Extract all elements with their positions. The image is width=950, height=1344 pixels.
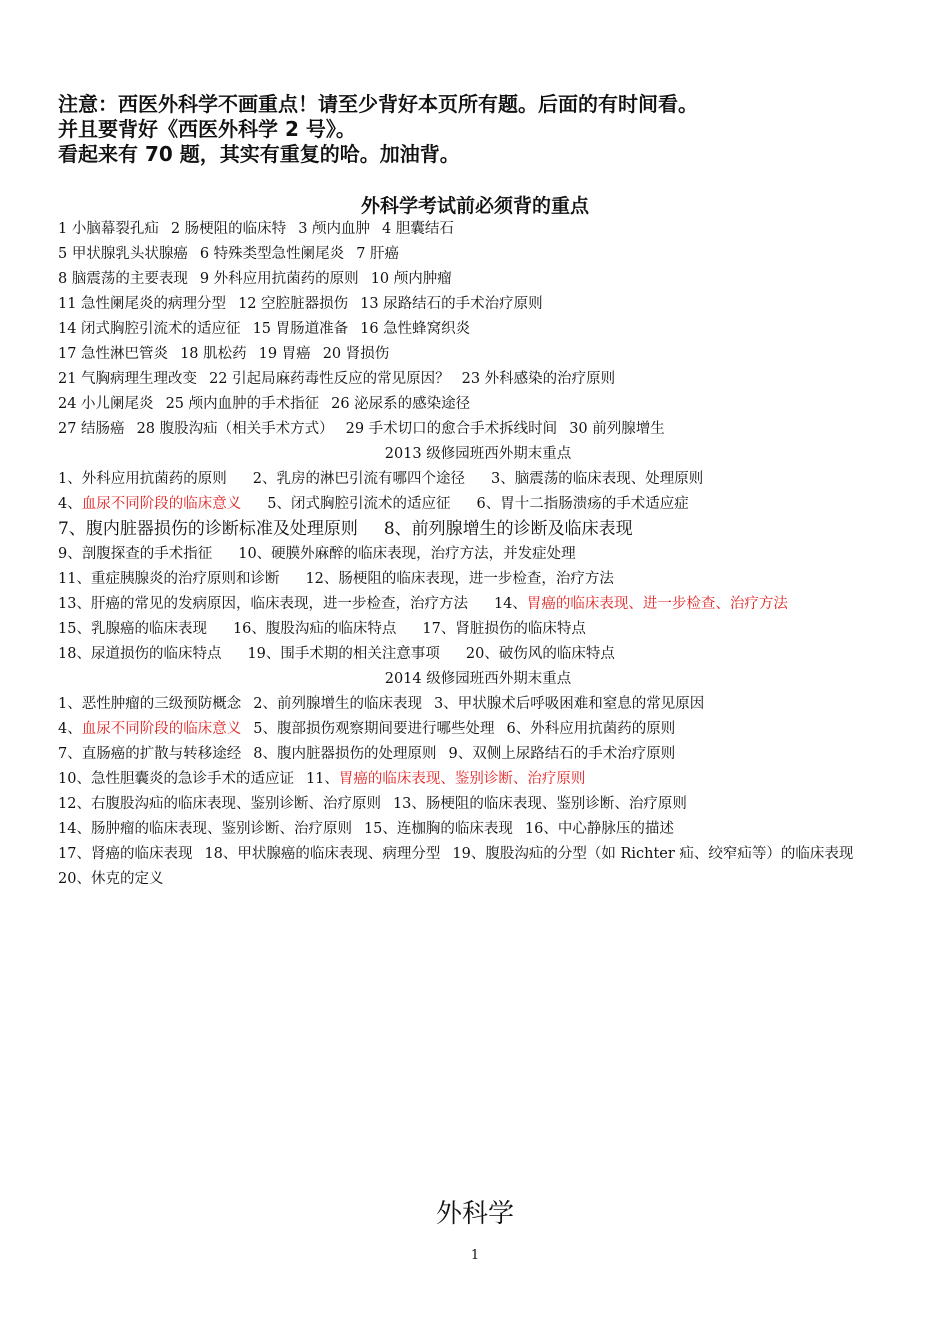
topic-item: 6、外科应用抗菌药的原则 <box>506 721 676 737</box>
topic-item: 11、 <box>305 771 339 787</box>
topic-item: 8、前列腺增生的诊断及临床表现 <box>383 519 633 539</box>
list-line <box>58 367 898 392</box>
topic-item: 30 前列腺增生 <box>569 421 665 437</box>
topic-item: 24 小儿阑尾炎 <box>58 396 154 412</box>
list-line <box>58 792 898 817</box>
notice-line-1: 注意：西医外科学不画重点！请至少背好本页所有题。后面的有时间看。 <box>58 92 698 116</box>
topic-item: 4、 <box>58 496 82 512</box>
notice-line-3: 看起来有 70 题，其实有重复的哈。加油背。 <box>58 142 460 166</box>
highlighted-topic: 血尿不同阶段的临床意义 <box>81 721 242 737</box>
topic-item: 1、外科应用抗菌药的原则 <box>58 471 227 487</box>
topic-item: 11、重症胰腺炎的治疗原则和诊断 <box>58 571 280 587</box>
list-line <box>58 342 898 367</box>
list-line <box>58 392 898 417</box>
list-line <box>58 617 898 642</box>
list-line <box>58 467 898 492</box>
list-line <box>58 842 898 892</box>
topic-item: 15 胃肠道准备 <box>252 321 349 337</box>
notice-block <box>58 92 918 167</box>
topic-item: 10、急性胆囊炎的急诊手术的适应证 <box>58 771 294 787</box>
topic-item: 7、直肠癌的扩散与转移途经 <box>58 746 242 762</box>
topic-item: 2 肠梗阻的临床特 <box>170 221 287 237</box>
topic-item: 7 肝癌 <box>356 246 400 262</box>
topic-item: 17、肾脏损伤的临床特点 <box>422 621 586 637</box>
topic-item: 2、前列腺增生的临床表现 <box>253 696 422 712</box>
topic-item: 18 肌松药 <box>180 346 247 362</box>
topic-item: 13、肠梗阻的临床表现、鉴别诊断、治疗原则 <box>392 796 687 812</box>
topic-item: 18、尿道损伤的临床特点 <box>58 646 222 662</box>
list-line <box>58 817 898 842</box>
topic-item: 25 颅内血肿的手术指征 <box>165 396 320 412</box>
section-heading: 2014 级修园班西外期末重点 <box>384 671 572 687</box>
topic-item: 9 外科应用抗菌药的原则 <box>199 271 359 287</box>
topic-item: 16、中心静脉压的描述 <box>524 821 674 837</box>
topic-item: 4 胆囊结石 <box>382 221 454 237</box>
page-number: 1 <box>470 1248 480 1263</box>
topic-item: 16 急性蜂窝织炎 <box>360 321 471 337</box>
list-line <box>58 767 898 792</box>
list-line <box>58 417 898 442</box>
list-line <box>58 542 898 567</box>
topic-item: 23 外科感染的治疗原则 <box>461 371 616 387</box>
topic-item: 3、甲状腺术后呼吸困难和窒息的常见原因 <box>433 696 705 712</box>
topic-item: 10、硬膜外麻醉的临床表现，治疗方法，并发症处理 <box>238 546 576 562</box>
topic-list <box>58 217 898 892</box>
highlighted-topic: 胃癌的临床表现、进一步检查、治疗方法 <box>526 596 788 612</box>
topic-item: 17、肾癌的临床表现 <box>58 846 193 862</box>
topic-item: 4、 <box>58 721 82 737</box>
list-line <box>58 692 898 717</box>
topic-item: 27 结肠癌 <box>58 421 125 437</box>
topic-item: 12、肠梗阻的临床表现，进一步检查，治疗方法 <box>305 571 614 587</box>
topic-item: 18、甲状腺癌的临床表现、病理分型 <box>204 846 441 862</box>
topic-item: 15、连枷胸的临床表现 <box>363 821 513 837</box>
list-line <box>58 742 898 767</box>
list-line <box>58 517 898 542</box>
topic-item: 10 颅内肿瘤 <box>370 271 452 287</box>
list-line <box>58 292 898 317</box>
topic-item: 12、右腹股沟疝的临床表现、鉴别诊断、治疗原则 <box>58 796 381 812</box>
topic-item: 20 肾损伤 <box>322 346 390 362</box>
topic-item: 26 泌尿系的感染途径 <box>331 396 471 412</box>
topic-item: 3 颅内血肿 <box>298 221 371 237</box>
topic-item: 14 闭式胸腔引流术的适应征 <box>58 321 241 337</box>
notice-line-2: 并且要背好《西医外科学 2 号》。 <box>58 117 356 141</box>
list-line <box>58 642 898 667</box>
topic-item: 20、休克的定义 <box>58 871 164 887</box>
topic-item: 6、胃十二指肠溃疡的手术适应症 <box>476 496 689 512</box>
topic-item: 13、肝癌的常见的发病原因，临床表现，进一步检查，治疗方法 <box>58 596 468 612</box>
topic-item: 12 空腔脏器损伤 <box>238 296 349 312</box>
topic-item: 2、乳房的淋巴引流有哪四个途径 <box>252 471 465 487</box>
topic-item: 11 急性阑尾炎的病理分型 <box>58 296 227 312</box>
list-line <box>58 492 898 517</box>
topic-item: 19 胃癌 <box>258 346 311 362</box>
topic-item: 13 尿路结石的手术治疗原则 <box>360 296 543 312</box>
highlighted-topic: 血尿不同阶段的临床意义 <box>81 496 242 512</box>
topic-item: 8、腹内脏器损伤的处理原则 <box>253 746 437 762</box>
topic-item: 6 特殊类型急性阑尾炎 <box>199 246 345 262</box>
highlighted-topic: 胃癌的临床表现、鉴别诊断、治疗原则 <box>338 771 586 787</box>
list-line <box>58 317 898 342</box>
list-line <box>58 217 898 242</box>
page-title: 外科学考试前必须背的重点 <box>360 195 589 217</box>
topic-item: 19、围手术期的相关注意事项 <box>247 646 440 662</box>
topic-item: 19、腹股沟疝的分型（如 Richter 疝、绞窄疝等）的临床表现 <box>452 846 854 862</box>
topic-item: 29 手术切口的愈合手术拆线时间 <box>345 421 558 437</box>
topic-item: 14、肠肿瘤的临床表现、鉴别诊断、治疗原则 <box>58 821 352 837</box>
topic-item: 17 急性淋巴管炎 <box>58 346 169 362</box>
topic-item: 7、腹内脏器损伤的诊断标准及处理原则 <box>58 519 358 539</box>
topic-item: 1、恶性肿瘤的三级预防概念 <box>58 696 242 712</box>
topic-item: 5、腹部损伤观察期间要进行哪些处理 <box>253 721 495 737</box>
section-heading: 2013 级修园班西外期末重点 <box>384 446 572 462</box>
topic-item: 5 甲状腺乳头状腺癌 <box>58 246 188 262</box>
topic-item: 28 腹股沟疝（相关手术方式） <box>136 421 334 437</box>
topic-item: 3、脑震荡的临床表现、处理原则 <box>490 471 704 487</box>
topic-item: 15、乳腺癌的临床表现 <box>58 621 207 637</box>
list-line <box>58 592 898 617</box>
topic-item: 16、腹股沟疝的临床特点 <box>232 621 397 637</box>
topic-item: 1 小脑幕裂孔疝 <box>58 221 159 237</box>
topic-item: 5、闭式胸腔引流术的适应征 <box>267 496 451 512</box>
list-line <box>58 717 898 742</box>
topic-item: 9、剖腹探查的手术指征 <box>58 546 213 562</box>
topic-item: 22 引起局麻药毒性反应的常见原因？ <box>209 371 450 387</box>
topic-item: 8 脑震荡的主要表现 <box>58 271 188 287</box>
list-line <box>58 267 898 292</box>
topic-item: 9、双侧上尿路结石的手术治疗原则 <box>448 746 676 762</box>
list-line <box>58 242 898 267</box>
list-line <box>58 567 898 592</box>
footer-title: 外科学 <box>435 1199 514 1229</box>
topic-item: 14、 <box>493 596 527 612</box>
topic-item: 20、破伤风的临床特点 <box>465 646 615 662</box>
topic-item: 21 气胸病理生理改变 <box>58 371 198 387</box>
